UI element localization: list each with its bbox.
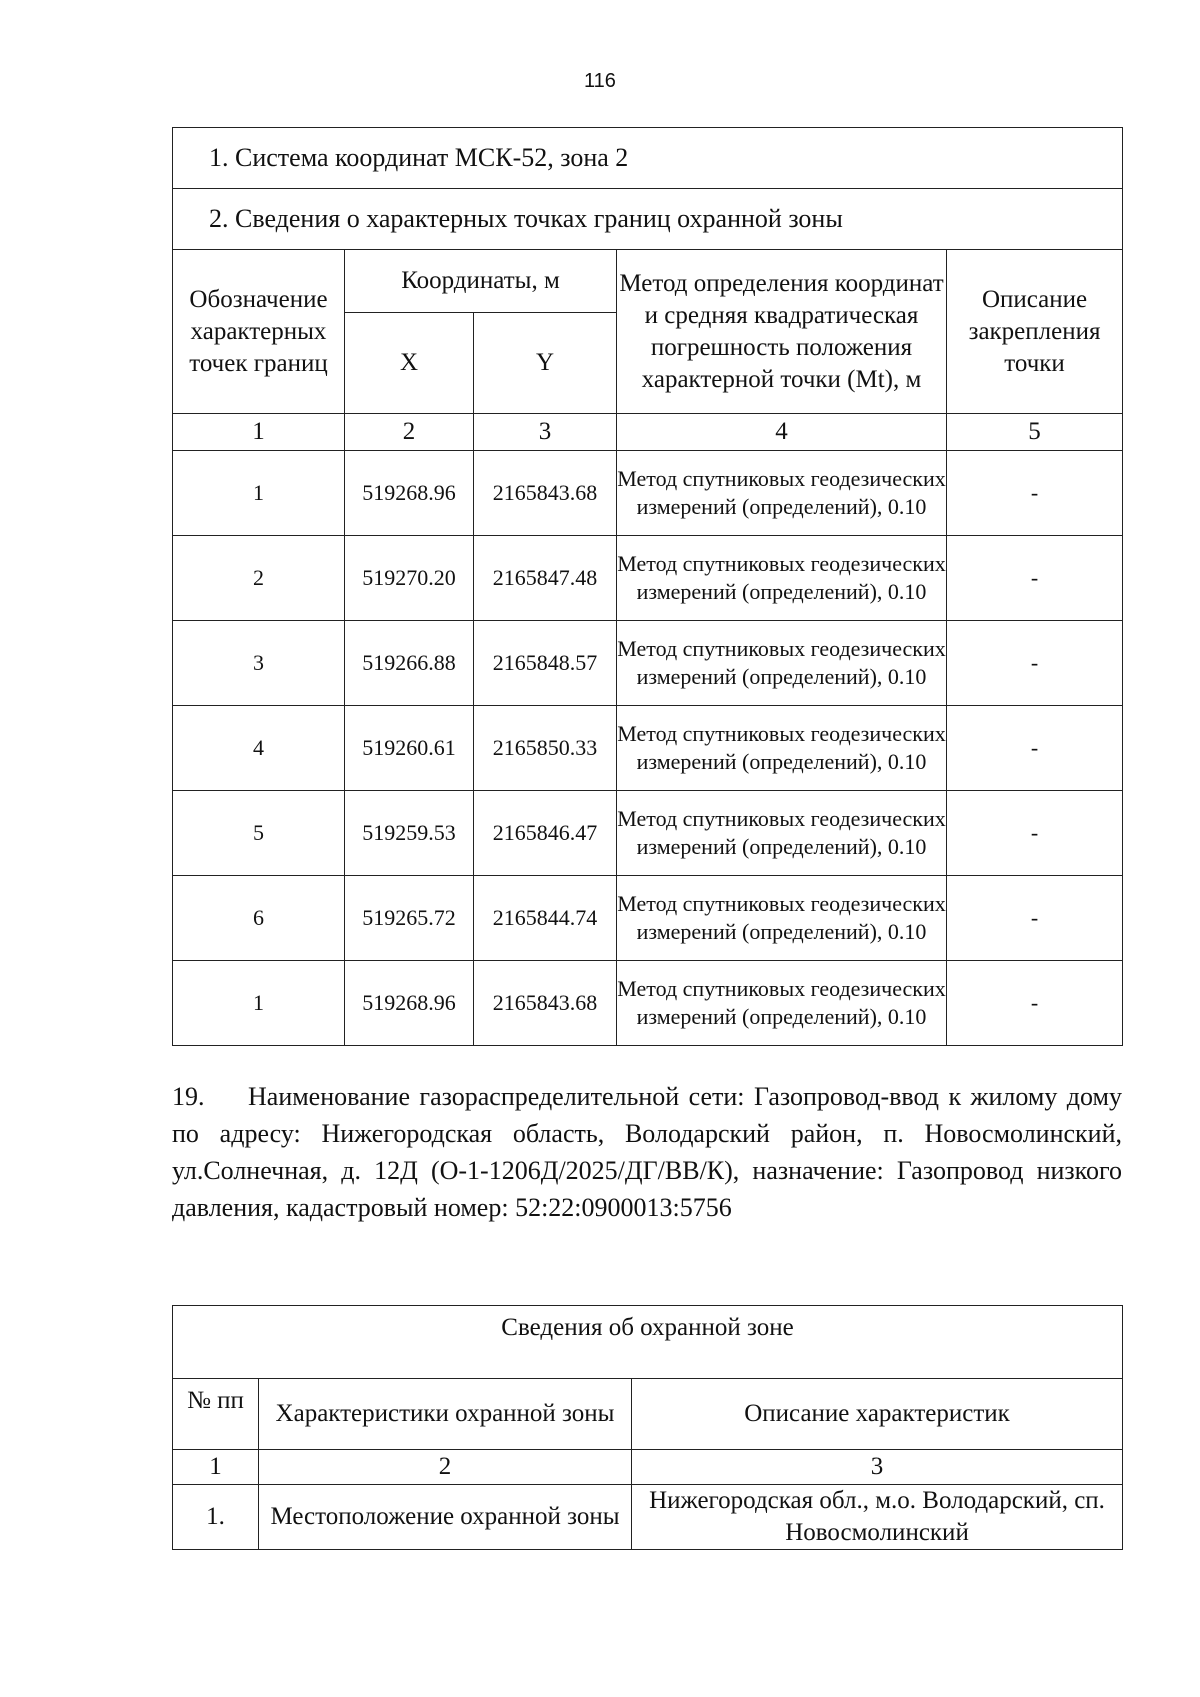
y-cell: 2165844.74	[474, 876, 617, 961]
description-cell: -	[947, 961, 1123, 1046]
header-coordinates: Координаты, м	[345, 250, 617, 313]
header-npp: № пп	[173, 1379, 259, 1450]
column-number: 1	[173, 1450, 259, 1485]
protection-zone-table	[172, 1305, 1123, 1550]
y-cell: 2165847.48	[474, 536, 617, 621]
description-cell: -	[947, 791, 1123, 876]
y-cell: 2165843.68	[474, 961, 617, 1046]
section-text: Наименование газораспределительной сети: Газопровод-ввод к жилому дому по адресу: Нижегородская область, Володарский район, п. Новосмолинский, ул.Солнечная, д. 12Д (О-1-1206Д/2025/ДГ/ВВ/К), назначение: Газопровод низкого давления, кадастровый номер: 52:22:0900013:5756	[172, 1082, 1122, 1222]
header-characteristics-description: Описание характеристик	[632, 1379, 1123, 1450]
x-cell: 519270.20	[345, 536, 474, 621]
column-number: 3	[474, 414, 617, 451]
method-cell: Метод спутниковых геодезических измерений (определений), 0.10	[617, 791, 947, 876]
point-cell: 3	[173, 621, 345, 706]
column-number: 4	[617, 414, 947, 451]
point-cell: 1	[173, 451, 345, 536]
x-cell: 519265.72	[345, 876, 474, 961]
column-number: 2	[259, 1450, 632, 1485]
table-row	[173, 876, 1123, 961]
description-cell: -	[947, 876, 1123, 961]
coordinate-system-row: 1. Система координат МСК-52, зона 2	[173, 128, 1123, 189]
page-number: 116	[584, 70, 616, 92]
coordinates-table	[172, 127, 1123, 1046]
point-cell: 2	[173, 536, 345, 621]
method-cell: Метод спутниковых геодезических измерений (определений), 0.10	[617, 876, 947, 961]
table-row	[173, 451, 1123, 536]
method-cell: Метод спутниковых геодезических измерений (определений), 0.10	[617, 621, 947, 706]
x-cell: 519266.88	[345, 621, 474, 706]
table-row	[173, 536, 1123, 621]
row-number: 1.	[173, 1485, 259, 1550]
x-cell: 519260.61	[345, 706, 474, 791]
zone-characteristic: Местоположение охранной зоны	[259, 1485, 632, 1550]
x-cell: 519268.96	[345, 451, 474, 536]
point-cell: 6	[173, 876, 345, 961]
method-cell: Метод спутниковых геодезических измерений (определений), 0.10	[617, 536, 947, 621]
table-row	[173, 621, 1123, 706]
y-cell: 2165850.33	[474, 706, 617, 791]
column-number: 2	[345, 414, 474, 451]
table-row	[173, 791, 1123, 876]
protection-zone-title: Сведения об охранной зоне	[173, 1306, 1123, 1379]
zone-characteristic-description: Нижегородская обл., м.о. Володарский, сп. Новосмолинский	[632, 1485, 1123, 1550]
y-cell: 2165846.47	[474, 791, 617, 876]
point-cell: 5	[173, 791, 345, 876]
point-cell: 4	[173, 706, 345, 791]
section-paragraph	[172, 1078, 1122, 1226]
table-row	[173, 961, 1123, 1046]
point-cell: 1	[173, 961, 345, 1046]
header-characteristics: Характеристики охранной зоны	[259, 1379, 632, 1450]
x-cell: 519259.53	[345, 791, 474, 876]
section-number: 19.	[172, 1082, 205, 1111]
y-cell: 2165843.68	[474, 451, 617, 536]
description-cell: -	[947, 706, 1123, 791]
column-number: 3	[632, 1450, 1123, 1485]
description-cell: -	[947, 621, 1123, 706]
column-number: 5	[947, 414, 1123, 451]
header-designation: Обозначение характерных точек границ	[173, 250, 345, 414]
column-number: 1	[173, 414, 345, 451]
method-cell: Метод спутниковых геодезических измерений (определений), 0.10	[617, 706, 947, 791]
x-cell: 519268.96	[345, 961, 474, 1046]
points-info-row: 2. Сведения о характерных точках границ охранной зоны	[173, 189, 1123, 250]
header-description: Описание закрепления точки	[947, 250, 1123, 414]
header-y: Y	[474, 313, 617, 414]
header-method: Метод определения координат и средняя квадратическая погрешность положения характерной точки (Mt), м	[617, 250, 947, 414]
table-row	[173, 706, 1123, 791]
y-cell: 2165848.57	[474, 621, 617, 706]
method-cell: Метод спутниковых геодезических измерений (определений), 0.10	[617, 961, 947, 1046]
description-cell: -	[947, 536, 1123, 621]
description-cell: -	[947, 451, 1123, 536]
method-cell: Метод спутниковых геодезических измерений (определений), 0.10	[617, 451, 947, 536]
header-x: X	[345, 313, 474, 414]
